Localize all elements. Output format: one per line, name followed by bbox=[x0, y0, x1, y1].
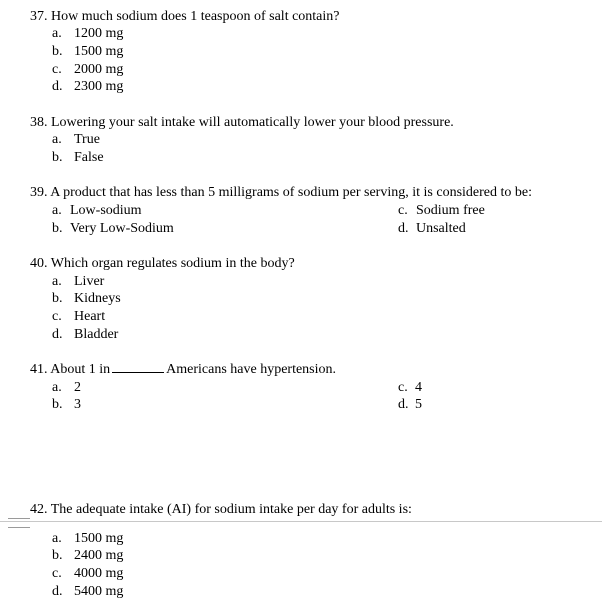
option-letter: a. bbox=[52, 132, 62, 147]
option-text: 2000 mg bbox=[74, 62, 124, 77]
option-text: 1500 mg bbox=[74, 531, 124, 546]
question-37 bbox=[30, 8, 340, 25]
option-41-d bbox=[398, 396, 422, 413]
option-text: Unsalted bbox=[416, 221, 466, 236]
option-letter: a. bbox=[52, 531, 62, 546]
question-text: How much sodium does 1 teaspoon of salt contain? bbox=[51, 9, 340, 24]
option-letter: c. bbox=[52, 62, 62, 77]
option-text: True bbox=[74, 132, 100, 147]
option-letter: c. bbox=[52, 566, 62, 581]
option-letter: b. bbox=[52, 548, 63, 563]
question-number: 38. bbox=[30, 115, 48, 130]
option-letter: b. bbox=[52, 291, 63, 306]
option-text: 2 bbox=[74, 380, 81, 395]
option-37-d bbox=[52, 78, 123, 95]
option-text: Bladder bbox=[74, 327, 119, 342]
option-37-b bbox=[52, 43, 123, 60]
option-37-a bbox=[52, 25, 123, 42]
page-boundary-rule bbox=[0, 521, 602, 522]
option-letter: d. bbox=[52, 584, 63, 599]
question-39 bbox=[30, 184, 532, 201]
option-40-a bbox=[52, 273, 104, 290]
option-text: Heart bbox=[74, 309, 106, 324]
option-letter: b. bbox=[52, 221, 63, 236]
question-text-after: Americans have hypertension. bbox=[166, 362, 337, 377]
option-41-a bbox=[52, 379, 81, 396]
option-42-c bbox=[52, 565, 123, 582]
option-letter: a. bbox=[52, 203, 62, 218]
option-42-b bbox=[52, 547, 123, 564]
option-text: 2400 mg bbox=[74, 548, 124, 563]
option-text: 5 bbox=[415, 397, 422, 412]
option-40-c bbox=[52, 308, 105, 325]
option-39-d bbox=[398, 220, 466, 237]
option-text: 3 bbox=[74, 397, 81, 412]
question-text: A product that has less than 5 milligrams of sodium per serving, it is considered to be: bbox=[50, 185, 532, 200]
option-40-d bbox=[52, 326, 118, 343]
question-38 bbox=[30, 114, 454, 131]
option-text: 1200 mg bbox=[74, 26, 124, 41]
option-letter: c. bbox=[52, 309, 62, 324]
option-letter: d. bbox=[52, 327, 63, 342]
question-40 bbox=[30, 255, 295, 272]
option-40-b bbox=[52, 290, 121, 307]
answer-blank bbox=[112, 362, 164, 373]
option-text: Low-sodium bbox=[70, 203, 142, 218]
option-37-c bbox=[52, 61, 123, 78]
option-38-b bbox=[52, 149, 104, 166]
option-42-d bbox=[52, 583, 123, 600]
option-letter: a. bbox=[52, 380, 62, 395]
option-letter: b. bbox=[52, 150, 63, 165]
option-text: Very Low-Sodium bbox=[70, 221, 174, 236]
question-number: 39. bbox=[30, 185, 48, 200]
option-41-b bbox=[52, 396, 81, 413]
option-text: 1500 mg bbox=[74, 44, 124, 59]
option-letter: d. bbox=[398, 221, 409, 236]
question-number: 40. bbox=[30, 256, 48, 271]
option-39-a bbox=[52, 202, 142, 219]
option-letter: b. bbox=[52, 397, 63, 412]
option-text: Kidneys bbox=[74, 291, 121, 306]
margin-marker-icon bbox=[8, 518, 30, 528]
question-number: 37. bbox=[30, 9, 48, 24]
question-text: The adequate intake (AI) for sodium intake per day for adults is: bbox=[50, 502, 412, 517]
option-text: Sodium free bbox=[416, 203, 485, 218]
question-text: Which organ regulates sodium in the body? bbox=[50, 256, 295, 271]
option-text: False bbox=[74, 150, 104, 165]
option-letter: c. bbox=[398, 203, 408, 218]
option-letter: d. bbox=[398, 397, 409, 412]
option-39-c bbox=[398, 202, 485, 219]
question-text-before: About 1 in bbox=[50, 362, 111, 377]
option-text: Liver bbox=[74, 274, 105, 289]
option-letter: b. bbox=[52, 44, 63, 59]
question-41 bbox=[30, 361, 336, 378]
question-text: Lowering your salt intake will automatically lower your blood pressure. bbox=[51, 115, 454, 130]
option-letter: c. bbox=[398, 380, 408, 395]
option-text: 5400 mg bbox=[74, 584, 124, 599]
option-text: 4 bbox=[415, 380, 422, 395]
option-39-b bbox=[52, 220, 174, 237]
option-text: 2300 mg bbox=[74, 79, 124, 94]
option-42-a bbox=[52, 530, 123, 547]
option-letter: a. bbox=[52, 26, 62, 41]
question-42 bbox=[30, 501, 412, 518]
option-41-c bbox=[398, 379, 422, 396]
question-number: 42. bbox=[30, 502, 48, 517]
option-text: 4000 mg bbox=[74, 566, 124, 581]
option-letter: a. bbox=[52, 274, 62, 289]
option-38-a bbox=[52, 131, 100, 148]
option-letter: d. bbox=[52, 79, 63, 94]
question-number: 41. bbox=[30, 362, 48, 377]
